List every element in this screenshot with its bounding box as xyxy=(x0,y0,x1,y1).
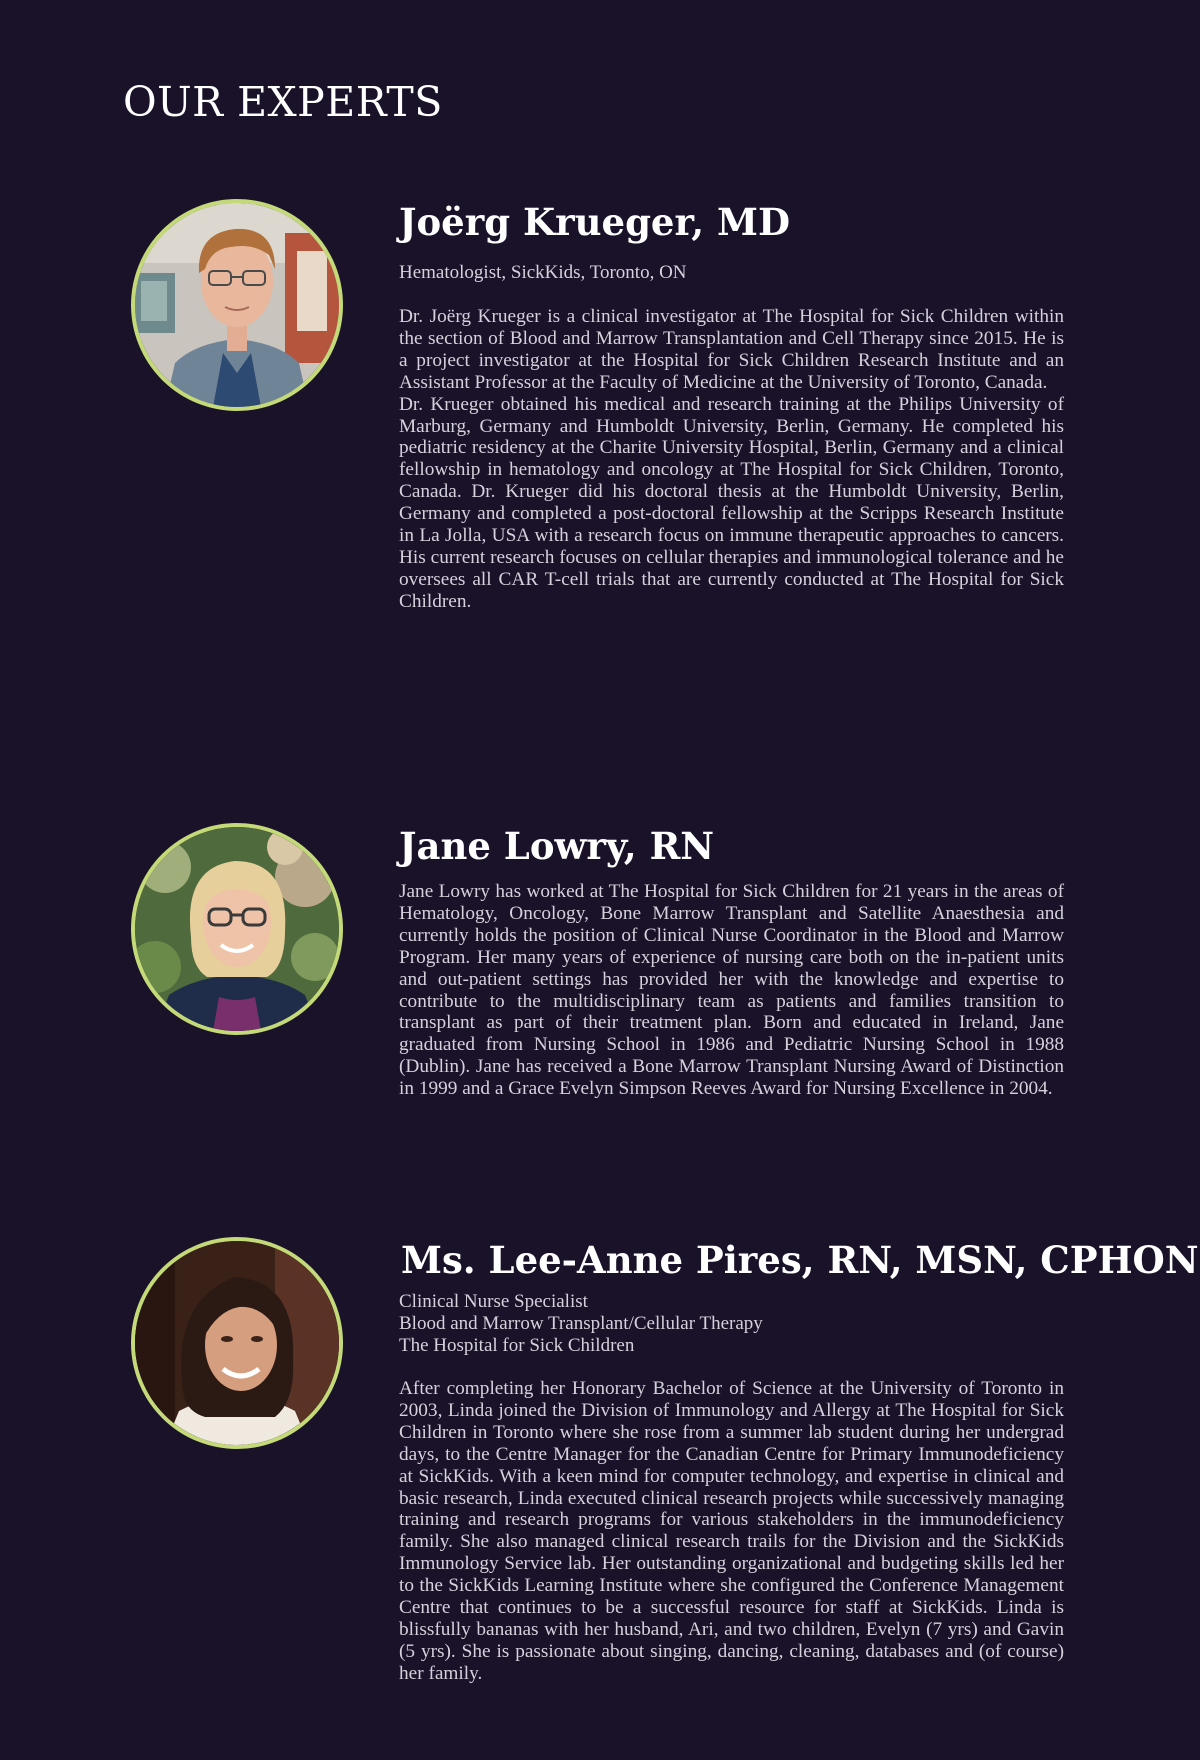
expert-bio: Dr. Krueger obtained his medical and research training at the Philips University of Marburg, Germany and Humboldt University, Berlin, Germany. He completed his pediatric residency at the Charite University Hospital, Berlin, Germany and a clinical fellowship in hematology and oncology at The Hospital for Sick Children, Toronto, Canada. Dr. Krueger did his doctoral thesis at the Humboldt University, Berlin, Germany and completed a post-doctoral fellowship at the Scripps Research Institute in La Jolla, USA with a research focus on immune therapeutic approaches to cancers. His current research focuses on cellular therapies and immunological tolerance and he oversees all CAR T-cell trials that are currently conducted at The Hospital for Sick Children. xyxy=(399,393,1064,612)
expert-role-line: Clinical Nurse Specialist xyxy=(399,1291,588,1312)
expert-name: Ms. Lee-Anne Pires, RN, MSN, CPHON xyxy=(401,1238,1199,1282)
portrait-photo-woman xyxy=(135,827,339,1031)
expert-name: Joërg Krueger, MD xyxy=(399,200,791,244)
expert-portrait-pires xyxy=(131,1237,343,1449)
expert-bio: Jane Lowry has worked at The Hospital for Sick Children for 21 years in the areas of Hematology, Oncology, Bone Marrow Transplant and Satellite Anaesthesia and currently holds the position of Clinical Nurse Coordinator in the Blood and Marrow Program. Her many years of experience of nursing care both on the in-patient units and out-patient settings has provided her with the knowledge and expertise to contribute to the multidisciplinary team as patients and families transition to transplant as part of their treatment plan. Born and educated in Ireland, Jane graduated from Nursing School in 1986 and Pediatric Nursing School in 1988 (Dublin). Jane has received a Bone Marrow Transplant Nursing Award of Distinction in 1999 and a Grace Evelyn Simpson Reeves Award for Nursing Excellence in 2004. xyxy=(399,881,1064,1100)
portrait-photo-man xyxy=(135,203,339,407)
expert-role xyxy=(399,262,1064,284)
expert-portrait-lowry xyxy=(131,823,343,1035)
portrait-photo-woman xyxy=(135,1241,339,1445)
expert-info-pires xyxy=(399,1237,1199,1685)
expert-bio: Dr. Joërg Krueger is a clinical investigator at The Hospital for Sick Children within the section of Blood and Marrow Transplantation and Cell Therapy since 2015. He is a project investigator at the Hospital for Sick Children Research Institute and an Assistant Professor at the Faculty of Medicine at the University of Toronto, Canada. xyxy=(399,306,1064,393)
expert-info-krueger xyxy=(399,199,1064,613)
expert-role-line: Hematologist, SickKids, Toronto, ON xyxy=(399,262,687,283)
expert-role-line: The Hospital for Sick Children xyxy=(399,1335,635,1356)
expert-role xyxy=(399,1291,1064,1357)
expert-bio: After completing her Honorary Bachelor of Science at the University of Toronto in 2003, Linda joined the Division of Immunology and Allergy at The Hospital for Sick Children in Toronto where she rose from a summer lab student during her undergrad days, to the Centre Manager for the Canadian Centre for Primary Immunodeficiency at SickKids. With a keen mind for computer technology, and expertise in clinical and basic research, Linda executed clinical research projects while successively managing training and research programs for various stakeholders in the immunodeficiency family. She also managed clinical research trails for the Division and the SickKids Immunology Service lab. Her outstanding organizational and budgeting skills led her to the SickKids Learning Institute where she configured the Conference Management Centre that continues to be a successful resource for staff at SickKids. Linda is blissfully bananas with her husband, Ari, and two children, Evelyn (7 yrs) and Gavin (5 yrs). She is passionate about singing, dancing, cleaning, databases and (of course) her family. xyxy=(399,1378,1064,1684)
expert-role-line: Blood and Marrow Transplant/Cellular Therapy xyxy=(399,1313,763,1334)
expert-info-lowry xyxy=(399,823,1064,1100)
expert-name: Jane Lowry, RN xyxy=(399,824,715,868)
expert-portrait-krueger xyxy=(131,199,343,411)
page-title: OUR EXPERTS xyxy=(123,78,443,126)
